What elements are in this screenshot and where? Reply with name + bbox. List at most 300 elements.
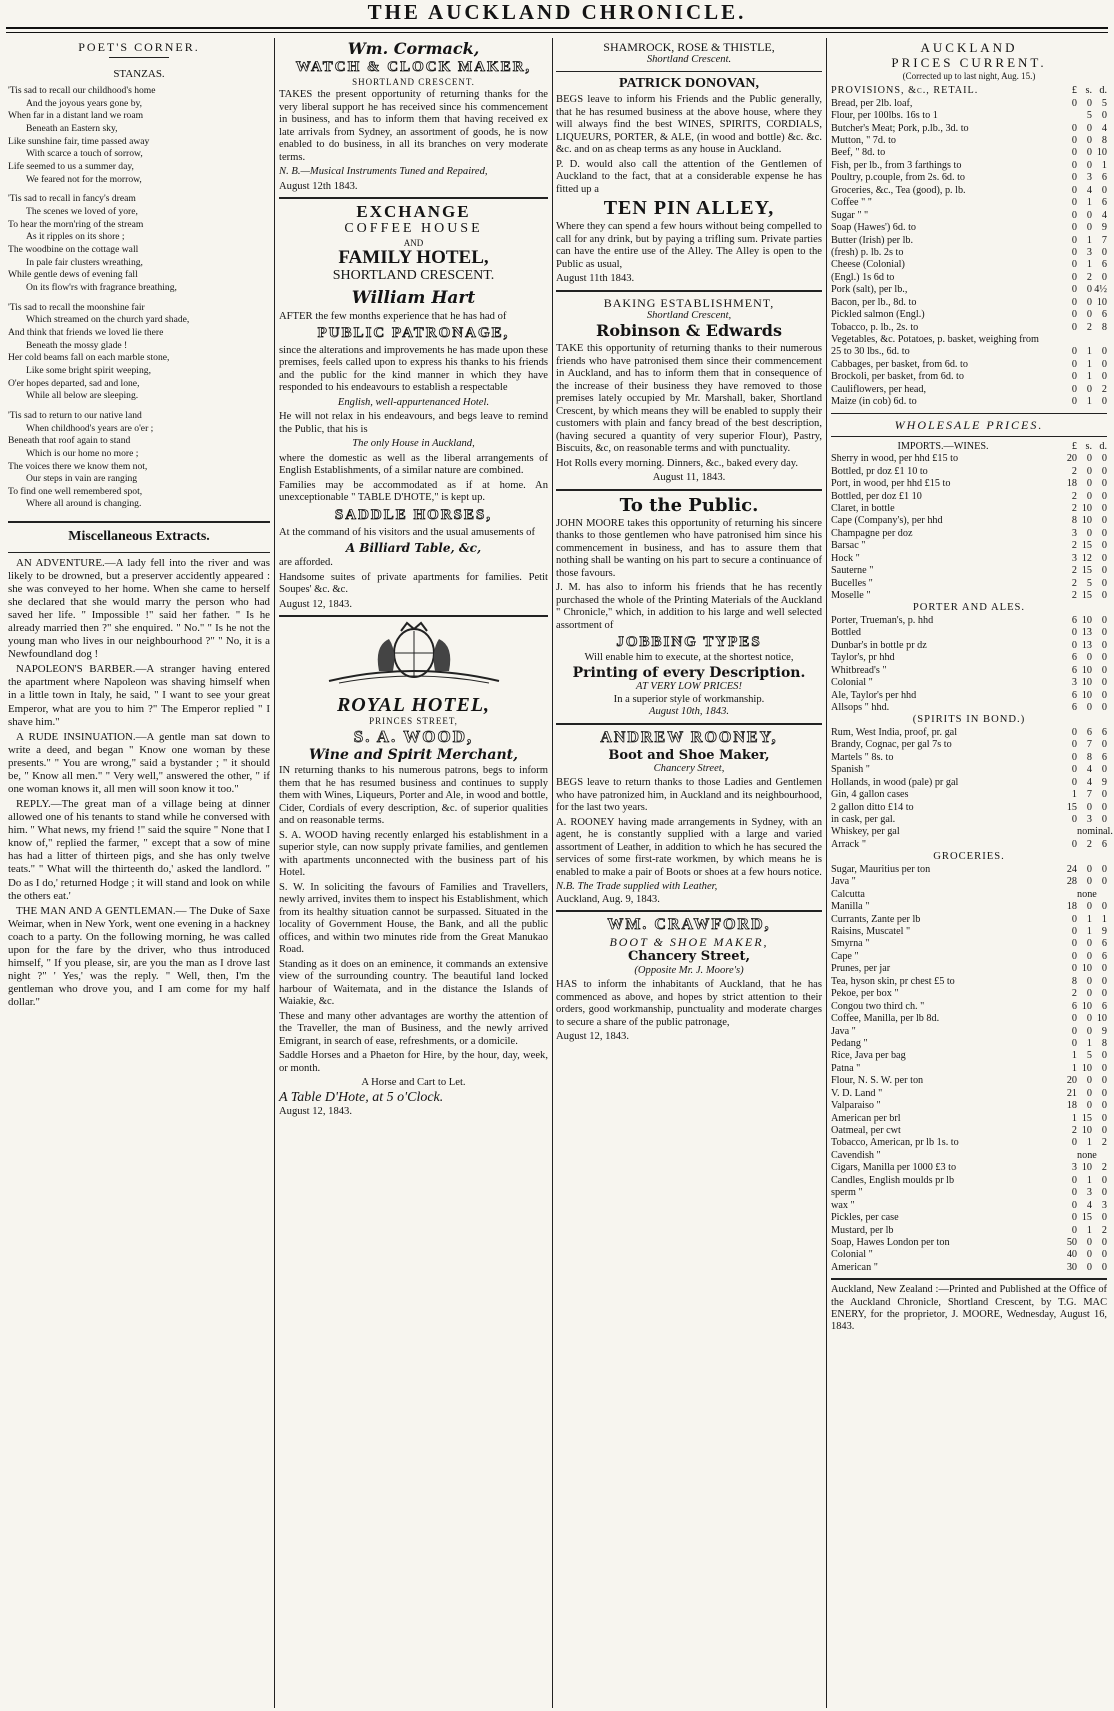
price-value: 3 bbox=[1086, 1187, 1092, 1199]
price-item: Pickles, per case bbox=[831, 1212, 899, 1224]
price-item: Tobacco, American, pr lb 1s. to bbox=[831, 1137, 959, 1149]
price-row bbox=[831, 1001, 1107, 1013]
cormack-name: Wm. Cormack, bbox=[347, 39, 480, 58]
price-value: 0 bbox=[1086, 652, 1092, 664]
poem-line: 'Tis sad to recall our childhood's home bbox=[8, 85, 156, 97]
price-value: 4½ bbox=[1094, 284, 1107, 296]
shamrock-name: SHAMROCK, ROSE & THISTLE, bbox=[603, 40, 775, 54]
price-value: 3 bbox=[1071, 677, 1077, 689]
poem-line: To find one well remembered spot, bbox=[8, 485, 143, 497]
price-value: 0 bbox=[1071, 246, 1077, 258]
baking-name: BAKING ESTABLISHMENT, bbox=[603, 295, 775, 310]
price-value: 0 bbox=[1086, 1236, 1092, 1248]
price-value: 0 bbox=[1101, 1062, 1107, 1074]
poem-line: Beneath that roof again to stand bbox=[8, 435, 131, 447]
price-item: Manilla " bbox=[831, 901, 870, 913]
poem-line: When far in a distant land we roam bbox=[8, 110, 144, 122]
price-item: Bottled, per doz £1 10 bbox=[831, 490, 922, 502]
royal-p4: Standing as it does on an eminence, it commands an extensive view of the surrounding country. The beautiful land locked harbour of Waitemata, and in the distance the Islands of Waiakie, &c. bbox=[279, 958, 548, 1008]
price-value: 0 bbox=[1086, 702, 1092, 714]
royal-p5: These and many other advantages are worthy the attention of the Traveller, the man of Business, and the newly arrived Emigrant, in search of ease, refreshments, or a domicile. bbox=[279, 1010, 548, 1047]
porter-table bbox=[831, 615, 1107, 715]
price-value: 10 bbox=[1096, 296, 1107, 308]
price-value: 10 bbox=[1081, 1062, 1092, 1074]
price-item: Tobacco, p. lb., 2s. to bbox=[831, 321, 919, 333]
price-item: Sugar, Mauritius per ton bbox=[831, 863, 931, 875]
price-value: 0 bbox=[1071, 222, 1077, 234]
exchange-p3: He will not relax in his endeavours, and begs leave to remind the Public, that his is bbox=[279, 411, 548, 435]
price-value: 2 bbox=[1071, 540, 1077, 552]
price-value: 0 bbox=[1086, 122, 1092, 134]
price-item: Tea, hyson skin, pr chest £5 to bbox=[831, 975, 955, 987]
price-value: 9 bbox=[1101, 1025, 1107, 1037]
royal-street: PRINCES STREET, bbox=[369, 716, 458, 727]
poem-line: And think that friends we loved lie there bbox=[8, 326, 164, 338]
price-row bbox=[831, 110, 1107, 122]
price-item: Dunbar's in bottle pr dz bbox=[831, 639, 927, 651]
rooney-p1: BEGS leave to return thanks to those Ladies and Gentlemen who have patronized him, in Auckland and its neighbourhood, for the last two years. bbox=[556, 777, 822, 814]
baking-date: August 11, 1843. bbox=[652, 472, 726, 484]
price-value: 0 bbox=[1101, 1187, 1107, 1199]
price-value: 0 bbox=[1086, 284, 1092, 296]
price-value: 15 bbox=[1081, 1112, 1092, 1124]
shamrock-date: August 11th 1843. bbox=[556, 273, 635, 285]
price-item: Groceries, &c., Tea (good), p. lb. bbox=[831, 184, 966, 196]
price-row bbox=[831, 789, 1107, 801]
price-value: 0 bbox=[1071, 938, 1077, 950]
price-value: 0 bbox=[1071, 147, 1077, 159]
price-value: 0 bbox=[1086, 527, 1092, 539]
price-item: Smyrna " bbox=[831, 938, 870, 950]
price-row bbox=[831, 764, 1107, 776]
price-item: Prunes, per jar bbox=[831, 963, 891, 975]
price-value: 0 bbox=[1086, 453, 1092, 465]
column-rule bbox=[826, 38, 827, 1708]
price-value: 0 bbox=[1101, 789, 1107, 801]
price-value: 8 bbox=[1101, 1037, 1107, 1049]
price-value: nominal. bbox=[1077, 826, 1113, 838]
exchange-l4: FAMILY HOTEL, bbox=[338, 247, 489, 269]
exchange-p8: Handsome suites of private apartments for families. Petit Soupes' &c. &c. bbox=[279, 571, 548, 596]
price-value: 6 bbox=[1086, 726, 1092, 738]
price-value: none bbox=[1077, 1149, 1097, 1161]
price-value: 20 bbox=[1066, 1075, 1077, 1087]
price-item: Candles, English moulds pr lb bbox=[831, 1174, 955, 1186]
price-row bbox=[831, 1187, 1107, 1199]
exchange-p2i: English, well-appurtenanced Hotel. bbox=[337, 396, 490, 408]
price-value: 0 bbox=[1086, 478, 1092, 490]
price-value: 0 bbox=[1101, 702, 1107, 714]
public-low: AT VERY LOW PRICES! bbox=[635, 681, 743, 693]
poem-line: As it ripples on its shore ; bbox=[26, 231, 125, 243]
misc-extracts bbox=[8, 557, 270, 1010]
price-value: 2 bbox=[1086, 271, 1092, 283]
price-row bbox=[831, 172, 1107, 184]
price-value: 1 bbox=[1086, 234, 1092, 246]
price-value: 3 bbox=[1086, 172, 1092, 184]
price-value: 0 bbox=[1071, 1037, 1077, 1049]
price-value: 1 bbox=[1071, 1050, 1077, 1062]
price-value: 2 bbox=[1101, 1137, 1107, 1149]
price-value: 0 bbox=[1086, 1087, 1092, 1099]
price-value: 5 bbox=[1101, 97, 1107, 109]
price-item: 2 gallon ditto £14 to bbox=[831, 801, 914, 813]
price-value: 0 bbox=[1086, 383, 1092, 395]
price-value bbox=[1092, 889, 1107, 901]
price-value: 0 bbox=[1071, 309, 1077, 321]
shamrock-owner: PATRICK DONOVAN, bbox=[618, 75, 759, 91]
price-value: 0 bbox=[1071, 396, 1077, 408]
poem-line: And the joyous years gone by, bbox=[26, 97, 143, 109]
price-value: 6 bbox=[1071, 689, 1077, 701]
prices-h2: PRICES CURRENT. bbox=[891, 55, 1047, 71]
poem-line: To hear the morn'ring of the stream bbox=[8, 218, 144, 230]
price-value: 7 bbox=[1086, 789, 1092, 801]
price-value: 6 bbox=[1101, 838, 1107, 850]
price-value: 0 bbox=[1071, 296, 1077, 308]
imports-header-row: IMPORTS.—WINES. £ s. d. bbox=[897, 440, 1107, 452]
price-row bbox=[831, 1125, 1107, 1137]
price-item: Oatmeal, per cwt bbox=[831, 1125, 901, 1137]
exchange-p1: AFTER the few months experience that he has had of bbox=[279, 310, 507, 322]
price-value: 6 bbox=[1071, 652, 1077, 664]
price-value: 8 bbox=[1071, 975, 1077, 987]
price-item: Soap, Hawes London per ton bbox=[831, 1236, 950, 1248]
price-item: Whiskey, per gal bbox=[831, 826, 900, 838]
price-value: 0 bbox=[1071, 1137, 1077, 1149]
price-item: Port, in wood, per hhd £15 to bbox=[831, 478, 951, 490]
price-row bbox=[831, 1200, 1107, 1212]
price-value: 0 bbox=[1101, 577, 1107, 589]
price-value: 10 bbox=[1081, 614, 1092, 626]
poem-line: Life seemed to us a summer day, bbox=[8, 161, 134, 173]
exchange-patronage: PUBLIC PATRONAGE, bbox=[317, 325, 510, 342]
prices-h1: AUCKLAND bbox=[920, 40, 1018, 55]
price-value: 0 bbox=[1086, 1025, 1092, 1037]
price-item: Pickled salmon (Engl.) bbox=[831, 309, 925, 321]
price-value: 3 bbox=[1086, 246, 1092, 258]
price-row bbox=[831, 334, 1107, 346]
price-item: Claret, in bottle bbox=[831, 502, 895, 514]
price-value: 0 bbox=[1101, 371, 1107, 383]
price-value: 9 bbox=[1101, 776, 1107, 788]
baking-p1: TAKE this opportunity of returning thanks to their numerous friends who have patronised them since their commencement in Auckland, and has to inform them that in consequence of the increase of their business they have removed to those premises lately occupied by Mr. Marshall, baker, Shortland Crescent, by which means they will be enabled to supply their customers with plain and fancy bread of the best description, (having secured a quantity of very superior Flour), Pastry, Biscuits, &c, on reasonable terms and with punctuality. bbox=[556, 343, 822, 455]
price-row bbox=[831, 677, 1107, 689]
price-value: 0 bbox=[1086, 465, 1092, 477]
price-item: Congou two third ch. " bbox=[831, 1000, 925, 1012]
price-value: 0 bbox=[1071, 751, 1077, 763]
price-value: 5 bbox=[1086, 1050, 1092, 1062]
price-value bbox=[1055, 334, 1077, 346]
price-value: 1 bbox=[1086, 1037, 1092, 1049]
price-item: Cape " bbox=[831, 950, 859, 962]
price-value: 0 bbox=[1101, 1212, 1107, 1224]
price-value: 1 bbox=[1101, 913, 1107, 925]
price-value: 0 bbox=[1071, 184, 1077, 196]
price-value bbox=[1055, 110, 1077, 122]
price-row bbox=[831, 309, 1107, 321]
price-value: 0 bbox=[1101, 814, 1107, 826]
misc-paragraph: AN ADVENTURE.—A lady fell into the river and was likely to be drowned, but a preserver accidently appeared : she was conveyed to her home. When she came to herself she declared that she would marry the person who had saved her life. " Impossible !" said her father. " Is he already married then ?" she enquired. " No." " Is he not the young man who lives in our neighbourhood ?" " No, it is a Newfoundland dog ! bbox=[8, 556, 270, 661]
price-value: 0 bbox=[1101, 346, 1107, 358]
cormack-place: SHORTLAND CRESCENT. bbox=[352, 76, 475, 87]
price-row bbox=[831, 565, 1107, 577]
poem-line: Our steps in vain are ranging bbox=[26, 473, 138, 485]
price-item: Poultry, p.couple, from 2s. 6d. to bbox=[831, 172, 966, 184]
poem-line: Beneath an Eastern sky, bbox=[26, 123, 118, 135]
rooney-place: Chancery Street, bbox=[653, 762, 725, 774]
price-row bbox=[831, 135, 1107, 147]
price-row bbox=[831, 272, 1107, 284]
poem-line: Like some bright spirit weeping, bbox=[26, 364, 151, 376]
price-value: 0 bbox=[1086, 1261, 1092, 1273]
price-value: 0 bbox=[1086, 876, 1092, 888]
price-item: Flour, per 100lbs. 16s to 1 bbox=[831, 110, 938, 122]
price-row bbox=[831, 578, 1107, 590]
price-item: Bottled bbox=[831, 627, 861, 639]
wines-table bbox=[831, 453, 1107, 602]
price-value: 1 bbox=[1086, 1137, 1092, 1149]
price-row bbox=[831, 491, 1107, 503]
price-value: 4 bbox=[1086, 776, 1092, 788]
price-value: 2 bbox=[1101, 383, 1107, 395]
price-value: 10 bbox=[1081, 1000, 1092, 1012]
price-row bbox=[831, 284, 1107, 296]
price-value: 0 bbox=[1086, 209, 1092, 221]
price-value: 8 bbox=[1101, 135, 1107, 147]
price-value: 0 bbox=[1101, 764, 1107, 776]
wholesale-heading: WHOLESALE PRICES. bbox=[894, 417, 1044, 432]
price-value bbox=[1092, 1150, 1107, 1162]
price-value: 0 bbox=[1086, 1100, 1092, 1112]
price-value: 0 bbox=[1071, 197, 1077, 209]
price-value: 0 bbox=[1086, 1013, 1092, 1025]
price-value: 24 bbox=[1066, 863, 1077, 875]
price-value: 0 bbox=[1071, 122, 1077, 134]
price-value: 8 bbox=[1071, 515, 1077, 527]
price-value: 13 bbox=[1081, 639, 1092, 651]
poem-line: The scenes we loved of yore, bbox=[26, 206, 138, 218]
royal-p1: IN returning thanks to his numerous patrons, begs to inform them that he has resumed business and continues to supply them with Wines, Liqueurs, Porter and Ale, in wood and bottle, Cider, Cordials of every description, &c. of superior qualities and on reasonable terms. bbox=[279, 765, 548, 827]
price-item: Brandy, Cognac, per gal 7s to bbox=[831, 739, 952, 751]
poets-corner-heading: POET'S CORNER. bbox=[78, 40, 200, 54]
price-value: 6 bbox=[1071, 702, 1077, 714]
price-value: 0 bbox=[1071, 1013, 1077, 1025]
poem-line: With scarce a touch of sorrow, bbox=[26, 148, 143, 160]
rooney-name: ANDREW ROONEY, bbox=[600, 728, 778, 746]
price-value: 0 bbox=[1101, 1112, 1107, 1124]
price-value: 0 bbox=[1071, 1199, 1077, 1211]
price-value: 7 bbox=[1101, 234, 1107, 246]
price-item: Colonial " bbox=[831, 1249, 873, 1261]
price-item: Butcher's Meat; Pork, p.lb., 3d. to bbox=[831, 122, 969, 134]
rooney-date: Auckland, Aug. 9, 1843. bbox=[556, 893, 660, 905]
price-item: Bucelles " bbox=[831, 577, 873, 589]
price-row bbox=[831, 914, 1107, 926]
column-poets-corner bbox=[8, 40, 270, 1706]
porter-heading: PORTER AND ALES. bbox=[912, 602, 1026, 614]
price-value: 0 bbox=[1101, 963, 1107, 975]
price-value: 0 bbox=[1101, 515, 1107, 527]
price-item: Cigars, Manilla per 1000 £3 to bbox=[831, 1162, 957, 1174]
cormack-nb: N. B.—Musical Instruments Tuned and Repaired, bbox=[279, 166, 488, 178]
price-item: sperm " bbox=[831, 1187, 863, 1199]
price-value: 12 bbox=[1081, 552, 1092, 564]
price-item: Bacon, per lb., 8d. to bbox=[831, 296, 917, 308]
groceries-table bbox=[831, 864, 1107, 1274]
rooney-nb: N.B. The Trade supplied with Leather, bbox=[556, 881, 718, 893]
poem-line: Her cold beams fall on each marble stone, bbox=[8, 352, 170, 364]
poem-line: Which streamed on the church yard shade, bbox=[26, 314, 190, 326]
price-value: 21 bbox=[1066, 1087, 1077, 1099]
poem-title: STANZAS. bbox=[113, 68, 165, 81]
price-value: 18 bbox=[1066, 1100, 1077, 1112]
misc-paragraph: REPLY.—The great man of a village being at dinner allowed one of his tenants to stand while he conversed with him. " What news, my friend !" said the squire " None that I know of," replied the farmer, " except that a sow of mine has had a litter of thirteen pigs, and she has only twelve teats." " What will the thirteenth do,' asked the landlord. " Do as I do,' returned Hodge ; it will stand and look on while the others eat.' bbox=[8, 798, 270, 902]
price-row bbox=[831, 322, 1107, 334]
price-value: 0 bbox=[1071, 739, 1077, 751]
price-row bbox=[831, 1038, 1107, 1050]
price-row bbox=[831, 478, 1107, 490]
poem-line: While gentle dews of evening fall bbox=[8, 269, 138, 281]
price-item: Moselle " bbox=[831, 590, 871, 602]
price-value: 0 bbox=[1101, 639, 1107, 651]
price-row bbox=[831, 540, 1107, 552]
price-item: Spanish " bbox=[831, 764, 870, 776]
price-value: 0 bbox=[1101, 527, 1107, 539]
column-rule bbox=[552, 38, 553, 1708]
price-value: 0 bbox=[1071, 764, 1077, 776]
price-value: 6 bbox=[1071, 1000, 1077, 1012]
royal-p6: Saddle Horses and a Phaeton for Hire, by the hour, day, week, or month. bbox=[279, 1050, 548, 1074]
price-row bbox=[831, 839, 1107, 851]
price-item: Coffee " " bbox=[831, 197, 872, 209]
price-value: 0 bbox=[1101, 801, 1107, 813]
price-value: 15 bbox=[1081, 540, 1092, 552]
shamrock-alley: TEN PIN ALLEY, bbox=[603, 197, 775, 220]
price-row bbox=[831, 1026, 1107, 1038]
price-value: 1 bbox=[1086, 926, 1092, 938]
cormack-body: TAKES the present opportunity of returning thanks for the very liberal support he has received since his commencement in business, and has to inform them that having received ex late arrivals from Sydney, an assortment of goods, he is now enabled to do business, in all its branches on very moderate terms. bbox=[279, 89, 548, 163]
price-item: Hollands, in wood (pale) pr gal bbox=[831, 776, 959, 788]
price-item: (Engl.) 1s 6d to bbox=[831, 271, 895, 283]
masthead-rule bbox=[6, 27, 1108, 29]
price-value: 7 bbox=[1086, 739, 1092, 751]
masthead-rule-thin bbox=[6, 32, 1108, 33]
price-row bbox=[831, 802, 1107, 814]
price-row bbox=[831, 384, 1107, 396]
price-value: 0 bbox=[1071, 1187, 1077, 1199]
price-row bbox=[831, 702, 1107, 714]
misc-paragraph: THE MAN AND A GENTLEMAN.— The Duke of Saxe Weimar, when in New York, went one evening in a hackney coach to a party. On the following morning, he was called upon for the fare by the driver, who thus introduced himself, " If you please, sir, are you the man as I drove last night ?" ' Yes,' was the reply. " Well, then, I'm the gentleman who drove you, and I am come for my half dollar." bbox=[8, 904, 270, 1009]
price-value: 0 bbox=[1071, 321, 1077, 333]
price-value: 0 bbox=[1071, 1174, 1077, 1186]
price-row bbox=[831, 553, 1107, 565]
exchange-date: August 12, 1843. bbox=[279, 598, 352, 610]
price-value: 0 bbox=[1101, 627, 1107, 639]
price-value: 3 bbox=[1101, 1199, 1107, 1211]
price-value: 0 bbox=[1071, 814, 1077, 826]
price-value: 15 bbox=[1081, 590, 1092, 602]
price-value: 10 bbox=[1081, 689, 1092, 701]
poem-line: On its flow'rs with fragrance breathing, bbox=[26, 281, 177, 293]
crawford-trade: BOOT & SHOE MAKER, bbox=[609, 935, 769, 950]
price-value: 13 bbox=[1081, 627, 1092, 639]
price-value: 10 bbox=[1081, 502, 1092, 514]
price-row bbox=[831, 727, 1107, 739]
exchange-p7: are afforded. bbox=[279, 557, 333, 569]
price-value: 2 bbox=[1071, 565, 1077, 577]
price-item: Maize (in cob) 6d. to bbox=[831, 396, 917, 408]
price-row bbox=[831, 1137, 1107, 1149]
price-value: 1 bbox=[1086, 371, 1092, 383]
royal-owner: S. A. WOOD, bbox=[353, 726, 474, 746]
price-row bbox=[831, 235, 1107, 247]
price-value: 0 bbox=[1071, 1212, 1077, 1224]
poem-line: 'Tis sad to return to our native land bbox=[8, 409, 142, 421]
price-value: 0 bbox=[1101, 901, 1107, 913]
price-item: Cheese (Colonial) bbox=[831, 259, 905, 271]
price-row bbox=[831, 889, 1107, 901]
price-item: Valparaiso " bbox=[831, 1100, 881, 1112]
price-value: 0 bbox=[1086, 938, 1092, 950]
rooney-p2: A. ROONEY having made arrangements in Sydney, with an agent, he is constantly supplied with a large and varied assortment of Leather, in addition to which he has secured the services of some first-rate workmen, by which means he is enabled to make a pair of Boots or shoes at a few hours notice. bbox=[556, 816, 822, 878]
price-value: 2 bbox=[1086, 838, 1092, 850]
price-row bbox=[831, 1050, 1107, 1062]
price-value: 0 bbox=[1071, 209, 1077, 221]
price-value: 10 bbox=[1081, 1125, 1092, 1137]
royal-date: August 12, 1843. bbox=[279, 1106, 352, 1118]
price-value: 0 bbox=[1086, 863, 1092, 875]
price-value: 0 bbox=[1071, 913, 1077, 925]
price-row bbox=[831, 690, 1107, 702]
price-value: 10 bbox=[1096, 1013, 1107, 1025]
price-value: 8 bbox=[1101, 321, 1107, 333]
price-row bbox=[831, 515, 1107, 527]
price-item: Java " bbox=[831, 876, 856, 888]
crawford-date: August 12, 1843. bbox=[556, 1031, 629, 1043]
price-value: 0 bbox=[1101, 739, 1107, 751]
price-value: 1 bbox=[1086, 358, 1092, 370]
price-value: 2 bbox=[1071, 490, 1077, 502]
public-heading: To the Public. bbox=[619, 494, 759, 516]
price-value: 3 bbox=[1086, 814, 1092, 826]
price-item: in cask, per gal. bbox=[831, 814, 896, 826]
price-value: 18 bbox=[1066, 478, 1077, 490]
price-value: 4 bbox=[1086, 184, 1092, 196]
price-value bbox=[1055, 889, 1077, 901]
price-item: Ale, Taylor's per hhd bbox=[831, 689, 917, 701]
price-row bbox=[831, 1013, 1107, 1025]
exchange-l2: COFFEE HOUSE bbox=[344, 221, 483, 237]
column-prices bbox=[831, 40, 1113, 1706]
price-row bbox=[831, 988, 1107, 1000]
price-item: Vegetables, &c. Potatoes, p. basket, weighing from bbox=[831, 334, 1039, 346]
price-value: 10 bbox=[1096, 147, 1107, 159]
price-value: 0 bbox=[1101, 184, 1107, 196]
price-item: Pedang " bbox=[831, 1037, 868, 1049]
price-row bbox=[831, 1113, 1107, 1125]
price-row bbox=[831, 1088, 1107, 1100]
price-value: 0 bbox=[1071, 97, 1077, 109]
exchange-saddle: SADDLE HORSES, bbox=[334, 506, 493, 523]
price-item: V. D. Land " bbox=[831, 1087, 883, 1099]
shamrock-place: Shortland Crescent. bbox=[646, 54, 732, 66]
price-item: Calcutta bbox=[831, 888, 865, 900]
price-value: 0 bbox=[1071, 259, 1077, 271]
price-value: 6 bbox=[1101, 309, 1107, 321]
price-value: 0 bbox=[1101, 988, 1107, 1000]
poem-line: Like sunshine fair, time passed away bbox=[8, 135, 150, 147]
